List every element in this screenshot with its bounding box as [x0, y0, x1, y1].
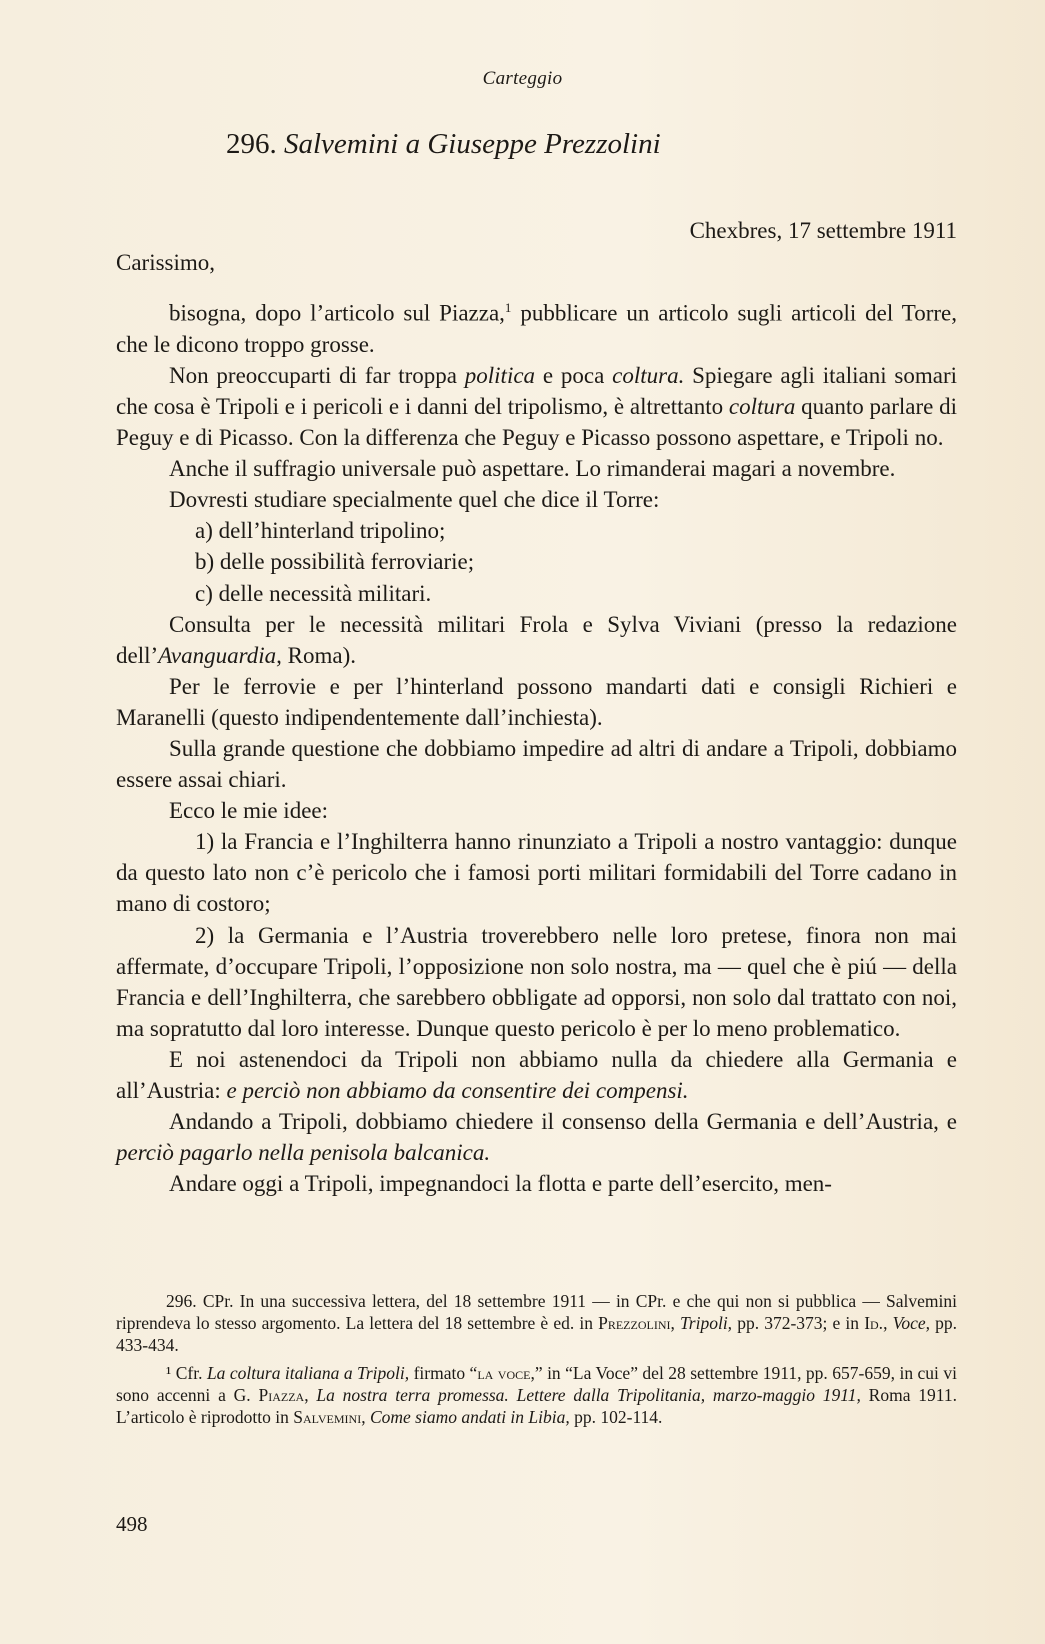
letter-body: [116, 292, 957, 1199]
paragraph: Dovresti studiare specialmente quel che dice il Torre:: [169, 487, 660, 513]
footnote-ref: 1: [504, 300, 512, 315]
footnote: 296. CPr. In una successiva lettera, del 18 settembre 1911 — in CPr. e che qui non si pubblica — Salvemini riprendeva lo stesso argomento. La lettera del 18 settembre è ed. in Prezzolini, Tripoli, pp. 372-373; e in Id., Voce, pp. 433-434.: [116, 1291, 958, 1355]
letter-heading: [226, 128, 661, 161]
salutation: Carissimo,: [116, 250, 216, 275]
paragraph: Andare oggi a Tripoli, impegnandoci la flotta e parte dell’esercito, men-: [169, 1171, 832, 1197]
paragraph: bisogna, dopo l’articolo sul Piazza,$^1$ pubblicare un articolo sugli articoli del Torre, che le dicono troppo grosse.: [116, 300, 957, 357]
footnotes: [116, 1290, 957, 1434]
numbered-point: 2) la Germania e l’Austria troverebbero nelle loro pretese, finora non mai affermate, d’occupare Tripoli, l’opposizione non solo nostra, ma — quel che è piú — della Francia e dell’Inghilterra, che sarebbero obbligate ad opporsi, non solo dal trattato con noi, ma sopratutto dal loro interesse. Dunque questo pericolo è per lo meno problematico.: [116, 922, 957, 1041]
list-item: a) dell’hinterland tripolino;: [195, 518, 446, 544]
letter-number: 296.: [226, 128, 277, 160]
list-item: b) delle possibilità ferroviarie;: [195, 549, 475, 575]
paragraph: Sulla grande questione che dobbiamo impedire ad altri di andare a Tripoli, dobbiamo essere assai chiari.: [116, 735, 957, 793]
paragraph: Andando a Tripoli, dobbiamo chiedere il consenso della Germania e dell’Austria, e perciò pagarlo nella penisola balcanica.: [116, 1109, 957, 1166]
paragraph: Anche il suffragio universale può aspettare. Lo rimanderai magari a novembre.: [169, 456, 896, 482]
paragraph: Per le ferrovie e per l’hinterland possono mandarti dati e consigli Richieri e Maranelli (questo indipendentemente dall’inchiesta).: [116, 673, 957, 730]
footnote: ¹ Cfr. La coltura italiana a Tripoli, firmato “la voce,” in “La Voce” del 28 settembre 1911, pp. 657-659, in cui vi sono accenni a G. Piazza, La nostra terra promessa. Lettere dalla Tripolitania, marzo-maggio 1911, Roma 1911. L’articolo è riprodotto in Salvemini, Come siamo andati in Libia, pp. 102-114.: [116, 1363, 957, 1427]
dateline: Chexbres, 17 settembre 1911: [689, 218, 957, 243]
list-item: c) delle necessità militari.: [195, 580, 432, 606]
paragraph: E noi astenendoci da Tripoli non abbiamo nulla da chiedere alla Germania e all’Austria: e perciò non abbiamo da consentire dei compensi.: [116, 1046, 957, 1103]
paragraph: Non preoccuparti di far troppa politica e poca coltura. Spiegare agli italiani somari che cosa è Tripoli e i pericoli e i danni del tripolismo, è altrettanto coltura quanto parlare di Peguy e di Picasso. Con la differenza che Peguy e Picasso possono aspettare, e Tripoli no.: [116, 362, 958, 451]
paragraph: Consulta per le necessità militari Frola e Sylva Viviani (presso la redazione dell’Avanguardia, Roma).: [116, 611, 957, 668]
running-head: Carteggio: [482, 68, 563, 89]
letter-title: Salvemini a Giuseppe Prezzolini: [284, 128, 661, 160]
numbered-point: 1) la Francia e l’Inghilterra hanno rinunziato a Tripoli a nostro vantaggio: dunque da questo lato non c’è pericolo che i famosi porti militari formidabili del Torre cadano in mano di costoro;: [116, 829, 957, 917]
paragraph: Ecco le mie idee:: [169, 798, 329, 824]
page-number: 498: [116, 1512, 148, 1536]
